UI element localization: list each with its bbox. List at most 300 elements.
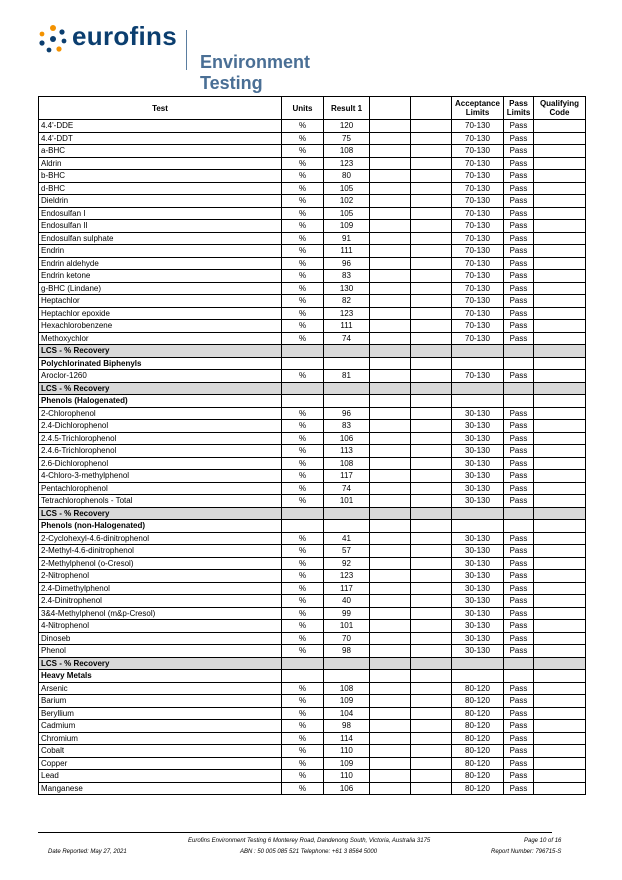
empty-cell bbox=[370, 295, 411, 308]
empty-cell bbox=[370, 595, 411, 608]
units-cell: % bbox=[282, 445, 324, 458]
empty-cell bbox=[411, 582, 452, 595]
pass-limits-cell: Pass bbox=[504, 470, 534, 483]
result-cell: 130 bbox=[324, 282, 370, 295]
units-cell: % bbox=[282, 370, 324, 383]
acceptance-limits-cell: 80-120 bbox=[452, 695, 504, 708]
qualifying-code-cell bbox=[534, 457, 586, 470]
result-cell: 105 bbox=[324, 182, 370, 195]
qualifying-code-cell bbox=[534, 445, 586, 458]
qualifying-code-cell bbox=[534, 332, 586, 345]
result-cell: 109 bbox=[324, 757, 370, 770]
result-cell: 117 bbox=[324, 470, 370, 483]
qualifying-code-cell bbox=[534, 420, 586, 433]
empty-cell bbox=[370, 770, 411, 783]
units-cell: % bbox=[282, 720, 324, 733]
pass-limits-cell: Pass bbox=[504, 545, 534, 558]
test-name-cell: 2-Nitrophenol bbox=[39, 570, 282, 583]
empty-cell bbox=[411, 195, 452, 208]
acceptance-limits-cell: 70-130 bbox=[452, 282, 504, 295]
test-name-cell: Manganese bbox=[39, 782, 282, 795]
table-row bbox=[39, 282, 586, 295]
empty-cell bbox=[411, 707, 452, 720]
empty-cell bbox=[411, 232, 452, 245]
table-row bbox=[39, 232, 586, 245]
pass-limits-cell: Pass bbox=[504, 495, 534, 508]
empty-cell bbox=[411, 670, 452, 683]
test-name-cell: Chromium bbox=[39, 732, 282, 745]
result-cell: 106 bbox=[324, 432, 370, 445]
pass-limits-cell: Pass bbox=[504, 457, 534, 470]
empty-cell bbox=[370, 482, 411, 495]
units-cell: % bbox=[282, 470, 324, 483]
lcs-recovery-row bbox=[39, 657, 586, 670]
table-row bbox=[39, 757, 586, 770]
test-name-cell: Hexachlorobenzene bbox=[39, 320, 282, 333]
units-cell: % bbox=[282, 270, 324, 283]
test-name-cell: Aroclor-1260 bbox=[39, 370, 282, 383]
result-cell: 96 bbox=[324, 407, 370, 420]
test-name-cell: Endrin aldehyde bbox=[39, 257, 282, 270]
acceptance-limits-cell: 70-130 bbox=[452, 220, 504, 233]
qualifying-code-cell bbox=[534, 545, 586, 558]
table-row bbox=[39, 270, 586, 283]
empty-cell bbox=[370, 420, 411, 433]
test-name-cell: 4-Nitrophenol bbox=[39, 620, 282, 633]
qualifying-code-cell bbox=[534, 195, 586, 208]
empty-cell bbox=[411, 257, 452, 270]
acceptance-limits-cell: 70-130 bbox=[452, 145, 504, 158]
empty-cell bbox=[411, 345, 452, 358]
empty-cell bbox=[452, 357, 504, 370]
empty-cell bbox=[370, 157, 411, 170]
result-cell: 101 bbox=[324, 495, 370, 508]
result-cell: 123 bbox=[324, 570, 370, 583]
empty-cell bbox=[411, 420, 452, 433]
units-cell: % bbox=[282, 457, 324, 470]
empty-cell bbox=[282, 395, 324, 408]
units-cell: % bbox=[282, 732, 324, 745]
units-cell: % bbox=[282, 620, 324, 633]
result-cell: 81 bbox=[324, 370, 370, 383]
table-row bbox=[39, 195, 586, 208]
result-cell: 109 bbox=[324, 220, 370, 233]
empty-cell bbox=[411, 307, 452, 320]
result-cell: 40 bbox=[324, 595, 370, 608]
empty-cell bbox=[370, 132, 411, 145]
units-cell: % bbox=[282, 157, 324, 170]
table-row bbox=[39, 495, 586, 508]
table-row bbox=[39, 145, 586, 158]
result-cell: 75 bbox=[324, 132, 370, 145]
pass-limits-cell: Pass bbox=[504, 332, 534, 345]
empty-cell bbox=[534, 345, 586, 358]
acceptance-limits-cell: 30-130 bbox=[452, 632, 504, 645]
result-cell: 101 bbox=[324, 620, 370, 633]
header-acceptance-limits: Acceptance Limits bbox=[452, 97, 504, 120]
results-table bbox=[38, 96, 586, 795]
result-cell: 120 bbox=[324, 120, 370, 133]
empty-cell bbox=[411, 607, 452, 620]
result-cell: 104 bbox=[324, 707, 370, 720]
empty-cell bbox=[370, 657, 411, 670]
pass-limits-cell: Pass bbox=[504, 445, 534, 458]
test-name-cell: 2.4.5-Trichlorophenol bbox=[39, 432, 282, 445]
empty-cell bbox=[411, 757, 452, 770]
table-row bbox=[39, 157, 586, 170]
empty-cell bbox=[411, 220, 452, 233]
units-cell: % bbox=[282, 232, 324, 245]
units-cell: % bbox=[282, 607, 324, 620]
table-row bbox=[39, 207, 586, 220]
empty-cell bbox=[452, 520, 504, 533]
empty-cell bbox=[324, 657, 370, 670]
empty-cell bbox=[534, 382, 586, 395]
acceptance-limits-cell: 30-130 bbox=[452, 620, 504, 633]
table-row bbox=[39, 370, 586, 383]
units-cell: % bbox=[282, 220, 324, 233]
logo-divider bbox=[186, 30, 187, 70]
pass-limits-cell: Pass bbox=[504, 307, 534, 320]
acceptance-limits-cell: 70-130 bbox=[452, 370, 504, 383]
pass-limits-cell: Pass bbox=[504, 682, 534, 695]
qualifying-code-cell bbox=[534, 145, 586, 158]
table-row bbox=[39, 482, 586, 495]
table-row bbox=[39, 632, 586, 645]
units-cell: % bbox=[282, 545, 324, 558]
empty-cell bbox=[370, 195, 411, 208]
empty-cell bbox=[411, 395, 452, 408]
empty-cell bbox=[452, 395, 504, 408]
units-cell: % bbox=[282, 120, 324, 133]
test-name-cell: Endosulfan sulphate bbox=[39, 232, 282, 245]
table-row bbox=[39, 445, 586, 458]
table-row bbox=[39, 182, 586, 195]
test-name-cell: 2-Methyl-4.6-dinitrophenol bbox=[39, 545, 282, 558]
acceptance-limits-cell: 30-130 bbox=[452, 570, 504, 583]
empty-cell bbox=[452, 382, 504, 395]
empty-cell bbox=[411, 470, 452, 483]
table-row bbox=[39, 470, 586, 483]
pass-limits-cell: Pass bbox=[504, 582, 534, 595]
empty-cell bbox=[411, 207, 452, 220]
empty-cell bbox=[370, 370, 411, 383]
empty-cell bbox=[282, 657, 324, 670]
table-row bbox=[39, 682, 586, 695]
empty-cell bbox=[370, 170, 411, 183]
acceptance-limits-cell: 80-120 bbox=[452, 757, 504, 770]
pass-limits-cell: Pass bbox=[504, 532, 534, 545]
pass-limits-cell: Pass bbox=[504, 170, 534, 183]
table-row bbox=[39, 245, 586, 258]
pass-limits-cell: Pass bbox=[504, 245, 534, 258]
result-cell: 92 bbox=[324, 557, 370, 570]
test-name-cell: d-BHC bbox=[39, 182, 282, 195]
test-name-cell: 2.4-Dinitrophenol bbox=[39, 595, 282, 608]
empty-cell bbox=[370, 282, 411, 295]
lcs-recovery-row bbox=[39, 382, 586, 395]
test-name-cell: 2-Methylphenol (o-Cresol) bbox=[39, 557, 282, 570]
qualifying-code-cell bbox=[534, 432, 586, 445]
empty-cell bbox=[411, 482, 452, 495]
empty-cell bbox=[411, 120, 452, 133]
acceptance-limits-cell: 70-130 bbox=[452, 245, 504, 258]
empty-cell bbox=[452, 657, 504, 670]
empty-cell bbox=[504, 657, 534, 670]
pass-limits-cell: Pass bbox=[504, 207, 534, 220]
test-name-cell: Dieldrin bbox=[39, 195, 282, 208]
test-name-cell: Heptachlor bbox=[39, 295, 282, 308]
empty-cell bbox=[370, 782, 411, 795]
empty-cell bbox=[370, 557, 411, 570]
acceptance-limits-cell: 30-130 bbox=[452, 645, 504, 658]
empty-cell bbox=[370, 182, 411, 195]
table-row bbox=[39, 257, 586, 270]
acceptance-limits-cell: 70-130 bbox=[452, 207, 504, 220]
pass-limits-cell: Pass bbox=[504, 607, 534, 620]
qualifying-code-cell bbox=[534, 132, 586, 145]
division-name: Environment Testing bbox=[200, 52, 311, 93]
result-cell: 82 bbox=[324, 295, 370, 308]
result-cell: 108 bbox=[324, 145, 370, 158]
qualifying-code-cell bbox=[534, 607, 586, 620]
table-row bbox=[39, 620, 586, 633]
qualifying-code-cell bbox=[534, 557, 586, 570]
pass-limits-cell: Pass bbox=[504, 732, 534, 745]
empty-cell bbox=[534, 357, 586, 370]
empty-cell bbox=[370, 507, 411, 520]
test-name-cell: Methoxychlor bbox=[39, 332, 282, 345]
empty-cell bbox=[370, 707, 411, 720]
test-name-cell: 2.6-Dichlorophenol bbox=[39, 457, 282, 470]
table-row bbox=[39, 570, 586, 583]
units-cell: % bbox=[282, 332, 324, 345]
table-row bbox=[39, 645, 586, 658]
acceptance-limits-cell: 80-120 bbox=[452, 745, 504, 758]
test-name-cell: 2.4-Dimethylphenol bbox=[39, 582, 282, 595]
empty-cell bbox=[370, 720, 411, 733]
empty-cell bbox=[534, 657, 586, 670]
units-cell: % bbox=[282, 557, 324, 570]
empty-cell bbox=[324, 670, 370, 683]
empty-cell bbox=[370, 357, 411, 370]
empty-cell bbox=[411, 407, 452, 420]
empty-cell bbox=[411, 245, 452, 258]
units-cell: % bbox=[282, 420, 324, 433]
empty-cell bbox=[282, 670, 324, 683]
qualifying-code-cell bbox=[534, 732, 586, 745]
empty-cell bbox=[370, 757, 411, 770]
units-cell: % bbox=[282, 207, 324, 220]
empty-cell bbox=[504, 345, 534, 358]
qualifying-code-cell bbox=[534, 532, 586, 545]
units-cell: % bbox=[282, 320, 324, 333]
units-cell: % bbox=[282, 257, 324, 270]
empty-cell bbox=[324, 345, 370, 358]
qualifying-code-cell bbox=[534, 695, 586, 708]
qualifying-code-cell bbox=[534, 582, 586, 595]
units-cell: % bbox=[282, 757, 324, 770]
pass-limits-cell: Pass bbox=[504, 645, 534, 658]
acceptance-limits-cell: 70-130 bbox=[452, 195, 504, 208]
qualifying-code-cell bbox=[534, 245, 586, 258]
acceptance-limits-cell: 80-120 bbox=[452, 770, 504, 783]
units-cell: % bbox=[282, 745, 324, 758]
empty-cell bbox=[411, 770, 452, 783]
table-row bbox=[39, 132, 586, 145]
result-cell: 74 bbox=[324, 332, 370, 345]
header-empty-2 bbox=[411, 97, 452, 120]
empty-cell bbox=[411, 570, 452, 583]
pass-limits-cell: Pass bbox=[504, 157, 534, 170]
pass-limits-cell: Pass bbox=[504, 420, 534, 433]
empty-cell bbox=[370, 207, 411, 220]
section-label: LCS - % Recovery bbox=[39, 382, 282, 395]
qualifying-code-cell bbox=[534, 595, 586, 608]
pass-limits-cell: Pass bbox=[504, 557, 534, 570]
acceptance-limits-cell: 70-130 bbox=[452, 232, 504, 245]
empty-cell bbox=[324, 357, 370, 370]
result-cell: 108 bbox=[324, 682, 370, 695]
pass-limits-cell: Pass bbox=[504, 407, 534, 420]
units-cell: % bbox=[282, 482, 324, 495]
empty-cell bbox=[370, 607, 411, 620]
empty-cell bbox=[370, 445, 411, 458]
empty-cell bbox=[370, 120, 411, 133]
section-label: Phenols (Halogenated) bbox=[39, 395, 282, 408]
test-name-cell: 4-Chloro-3-methylphenol bbox=[39, 470, 282, 483]
test-name-cell: Phenol bbox=[39, 645, 282, 658]
lcs-recovery-row bbox=[39, 345, 586, 358]
test-name-cell: Dinoseb bbox=[39, 632, 282, 645]
empty-cell bbox=[370, 382, 411, 395]
header-qualifying-code: Qualifying Code bbox=[534, 97, 586, 120]
header-units: Units bbox=[282, 97, 324, 120]
acceptance-limits-cell: 70-130 bbox=[452, 270, 504, 283]
units-cell: % bbox=[282, 245, 324, 258]
test-name-cell: 2-Chlorophenol bbox=[39, 407, 282, 420]
test-name-cell: Beryllium bbox=[39, 707, 282, 720]
empty-cell bbox=[411, 282, 452, 295]
units-cell: % bbox=[282, 432, 324, 445]
pass-limits-cell: Pass bbox=[504, 770, 534, 783]
result-cell: 105 bbox=[324, 207, 370, 220]
units-cell: % bbox=[282, 645, 324, 658]
units-cell: % bbox=[282, 295, 324, 308]
empty-cell bbox=[411, 645, 452, 658]
pass-limits-cell: Pass bbox=[504, 145, 534, 158]
empty-cell bbox=[370, 320, 411, 333]
qualifying-code-cell bbox=[534, 620, 586, 633]
result-cell: 111 bbox=[324, 245, 370, 258]
table-row bbox=[39, 320, 586, 333]
qualifying-code-cell bbox=[534, 720, 586, 733]
qualifying-code-cell bbox=[534, 120, 586, 133]
test-name-cell: Tetrachlorophenols - Total bbox=[39, 495, 282, 508]
footer-abn: ABN : 50 005 085 521 Telephone: +61 3 8564 5000 bbox=[240, 849, 378, 855]
qualifying-code-cell bbox=[534, 157, 586, 170]
test-name-cell: 3&4-Methylphenol (m&p-Cresol) bbox=[39, 607, 282, 620]
acceptance-limits-cell: 70-130 bbox=[452, 170, 504, 183]
empty-cell bbox=[411, 382, 452, 395]
empty-cell bbox=[411, 520, 452, 533]
empty-cell bbox=[370, 520, 411, 533]
empty-cell bbox=[370, 257, 411, 270]
empty-cell bbox=[452, 345, 504, 358]
empty-cell bbox=[370, 245, 411, 258]
empty-cell bbox=[411, 270, 452, 283]
lcs-recovery-row bbox=[39, 507, 586, 520]
test-name-cell: g-BHC (Lindane) bbox=[39, 282, 282, 295]
empty-cell bbox=[370, 495, 411, 508]
empty-cell bbox=[411, 695, 452, 708]
pass-limits-cell: Pass bbox=[504, 195, 534, 208]
result-cell: 98 bbox=[324, 720, 370, 733]
acceptance-limits-cell: 30-130 bbox=[452, 582, 504, 595]
test-name-cell: Pentachlorophenol bbox=[39, 482, 282, 495]
units-cell: % bbox=[282, 307, 324, 320]
acceptance-limits-cell: 30-130 bbox=[452, 545, 504, 558]
units-cell: % bbox=[282, 582, 324, 595]
qualifying-code-cell bbox=[534, 495, 586, 508]
qualifying-code-cell bbox=[534, 782, 586, 795]
empty-cell bbox=[370, 145, 411, 158]
empty-cell bbox=[411, 295, 452, 308]
qualifying-code-cell bbox=[534, 770, 586, 783]
units-cell: % bbox=[282, 707, 324, 720]
pass-limits-cell: Pass bbox=[504, 232, 534, 245]
brand-name: eurofins bbox=[72, 21, 177, 51]
acceptance-limits-cell: 70-130 bbox=[452, 257, 504, 270]
empty-cell bbox=[370, 220, 411, 233]
acceptance-limits-cell: 70-130 bbox=[452, 120, 504, 133]
empty-cell bbox=[504, 357, 534, 370]
header-empty-1 bbox=[370, 97, 411, 120]
section-label: LCS - % Recovery bbox=[39, 507, 282, 520]
units-cell: % bbox=[282, 632, 324, 645]
table-row bbox=[39, 732, 586, 745]
table-row bbox=[39, 120, 586, 133]
result-cell: 98 bbox=[324, 645, 370, 658]
section-header-row bbox=[39, 395, 586, 408]
table-row bbox=[39, 170, 586, 183]
units-cell: % bbox=[282, 407, 324, 420]
table-row bbox=[39, 595, 586, 608]
pass-limits-cell: Pass bbox=[504, 620, 534, 633]
section-header-row bbox=[39, 670, 586, 683]
empty-cell bbox=[534, 520, 586, 533]
empty-cell bbox=[504, 507, 534, 520]
empty-cell bbox=[370, 570, 411, 583]
acceptance-limits-cell: 70-130 bbox=[452, 307, 504, 320]
qualifying-code-cell bbox=[534, 282, 586, 295]
empty-cell bbox=[370, 745, 411, 758]
empty-cell bbox=[504, 382, 534, 395]
empty-cell bbox=[370, 332, 411, 345]
acceptance-limits-cell: 70-130 bbox=[452, 320, 504, 333]
empty-cell bbox=[452, 507, 504, 520]
empty-cell bbox=[370, 620, 411, 633]
qualifying-code-cell bbox=[534, 182, 586, 195]
empty-cell bbox=[411, 545, 452, 558]
table-body bbox=[39, 120, 586, 795]
empty-cell bbox=[370, 457, 411, 470]
table-row bbox=[39, 420, 586, 433]
acceptance-limits-cell: 30-130 bbox=[452, 482, 504, 495]
acceptance-limits-cell: 80-120 bbox=[452, 720, 504, 733]
test-name-cell: Copper bbox=[39, 757, 282, 770]
test-name-cell: 4.4'-DDT bbox=[39, 132, 282, 145]
